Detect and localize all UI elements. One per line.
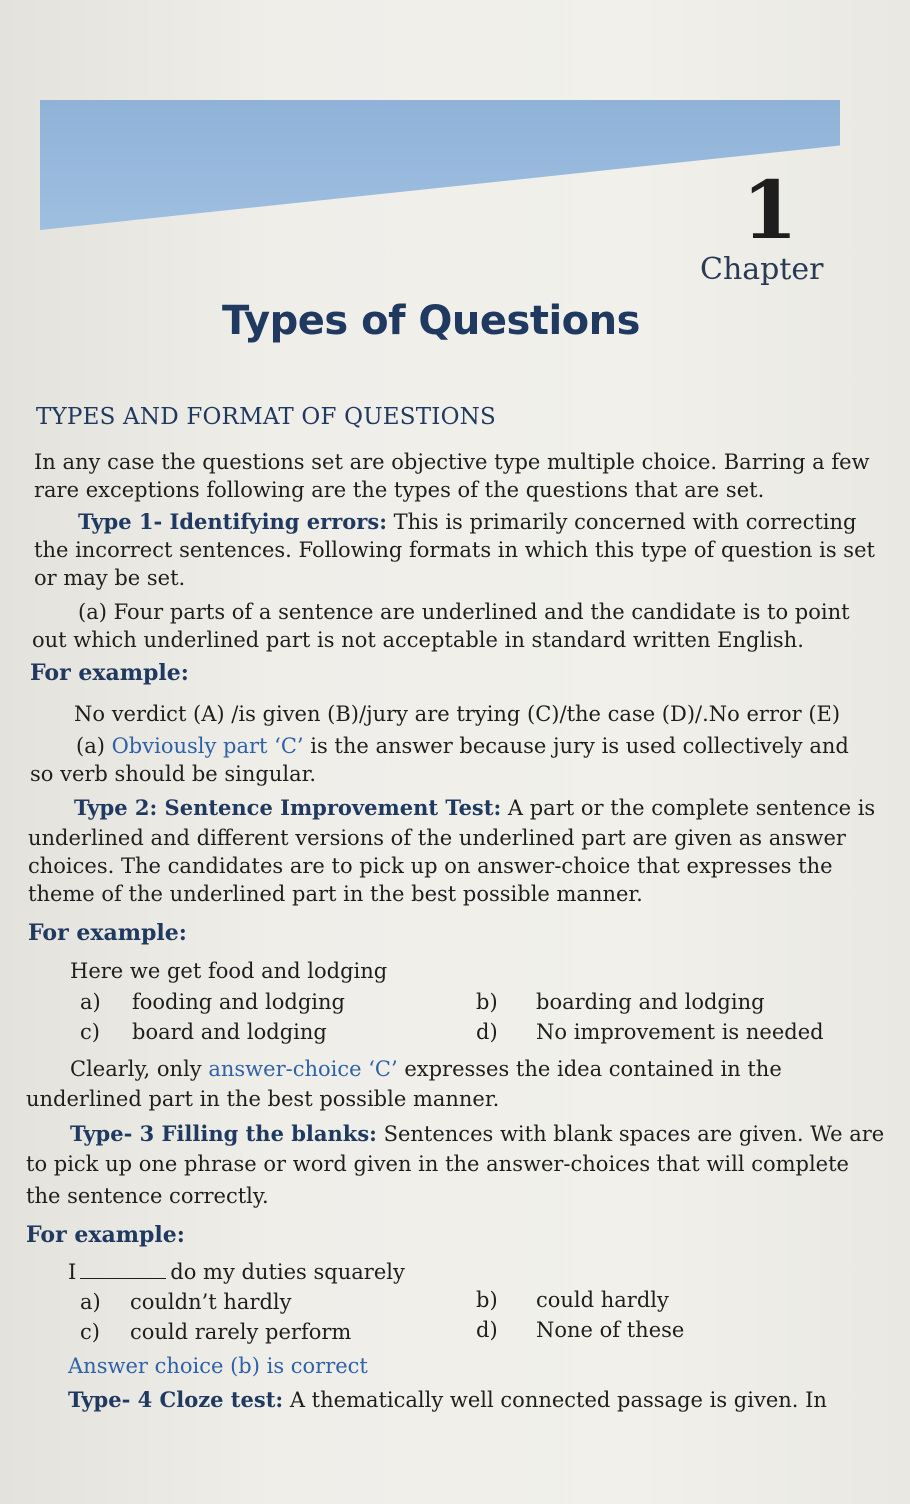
type3-heading: Type- 3 Filling the blanks:: [70, 1121, 377, 1146]
type3-option-d-letter: d): [476, 1318, 498, 1342]
chapter-label: Chapter: [700, 252, 824, 287]
type4-line-1-text: A thematically well connected passage is given. In: [283, 1388, 827, 1412]
type3-answer: Answer choice (b) is correct: [68, 1354, 368, 1378]
type3-option-b-letter: b): [476, 1288, 498, 1312]
type1-answer-line-1: [76, 732, 849, 760]
type1-answer-text: is the answer because jury is used collectively and: [303, 734, 849, 758]
type2-option-d-text: No improvement is needed: [536, 1020, 824, 1044]
type3-line-3: the sentence correctly.: [26, 1184, 269, 1208]
type1-answer-prefix: (a): [76, 734, 112, 758]
type3-option-c-letter: c): [80, 1320, 100, 1344]
intro-line-2: rare exceptions following are the types of the questions that are set.: [34, 478, 765, 502]
type2-option-d-letter: d): [476, 1020, 498, 1044]
type1-sub-a-line-1: (a) Four parts of a sentence are underlined and the candidate is to point: [78, 600, 850, 624]
section-heading: TYPES AND FORMAT OF QUESTIONS: [36, 404, 496, 430]
type3-option-d-text: None of these: [536, 1318, 685, 1342]
type1-answer-line-2: so verb should be singular.: [30, 762, 317, 786]
type3-for-example: For example:: [26, 1222, 185, 1248]
type3-line-1-text: Sentences with blank spaces are given. We are: [376, 1122, 885, 1146]
type1-line-1: [78, 508, 857, 536]
type1-for-example: For example:: [30, 660, 189, 686]
type1-line-3: or may be set.: [34, 566, 186, 590]
type2-option-c-letter: c): [80, 1020, 100, 1044]
type2-option-a-text: fooding and lodging: [132, 990, 345, 1014]
type3-example-end: do my duties squarely: [170, 1260, 405, 1284]
chapter-banner: [40, 100, 840, 230]
type3-option-c-text: could rarely perform: [130, 1320, 352, 1344]
type2-conclusion-start: Clearly, only: [70, 1057, 209, 1081]
type2-option-c-text: board and lodging: [132, 1020, 327, 1044]
type2-conclusion-line-2: underlined part in the best possible manner.: [26, 1087, 500, 1111]
type2-option-b-letter: b): [476, 990, 498, 1014]
type2-conclusion-line-1: [70, 1055, 782, 1083]
type2-option-b-text: boarding and lodging: [536, 990, 765, 1014]
type2-option-a-letter: a): [80, 990, 101, 1014]
type1-example: No verdict (A) /is given (B)/jury are trying (C)/the case (D)/.No error (E): [74, 702, 841, 726]
type1-heading: Type 1- Identifying errors:: [78, 509, 387, 534]
type3-option-a-text: couldn’t hardly: [130, 1290, 292, 1314]
type2-example: Here we get food and lodging: [70, 959, 388, 983]
type2-line-3: choices. The candidates are to pick up on answer-choice that expresses the: [28, 854, 833, 878]
type3-line-2: to pick up one phrase or word given in the answer-choices that will complete: [26, 1152, 849, 1176]
type3-line-1: [70, 1120, 884, 1148]
type3-option-b-text: could hardly: [536, 1288, 669, 1312]
type2-line-1: [74, 794, 875, 822]
type3-example-start: I: [68, 1260, 77, 1284]
type4-heading: Type- 4 Cloze test:: [68, 1387, 284, 1412]
type1-line-1-text: This is primarily concerned with correcting: [386, 510, 857, 534]
type2-heading: Type 2: Sentence Improvement Test:: [74, 795, 502, 820]
type2-for-example: For example:: [28, 920, 187, 946]
type4-line-1: [68, 1386, 827, 1414]
type2-line-4: theme of the underlined part in the best possible manner.: [28, 882, 643, 906]
type2-conclusion-highlight: answer-choice ‘C’: [208, 1057, 398, 1081]
type3-option-a-letter: a): [80, 1290, 101, 1314]
type2-line-1-text: A part or the complete sentence is: [501, 796, 876, 820]
page-title: Types of Questions: [222, 298, 640, 344]
type1-sub-a-line-2: out which underlined part is not acceptable in standard written English.: [32, 628, 804, 652]
chapter-number: 1: [742, 163, 798, 257]
type2-conclusion-text: expresses the idea contained in the: [397, 1057, 782, 1081]
type1-line-2: the incorrect sentences. Following formats in which this type of question is set: [34, 538, 875, 562]
intro-line-1: In any case the questions set are objective type multiple choice. Barring a few: [34, 450, 870, 474]
type3-example: [68, 1258, 405, 1286]
type1-answer-highlight: Obviously part ‘C’: [111, 734, 304, 758]
blank-line: [80, 1260, 166, 1279]
type2-line-2: underlined and different versions of the underlined part are given as answer: [28, 826, 846, 850]
